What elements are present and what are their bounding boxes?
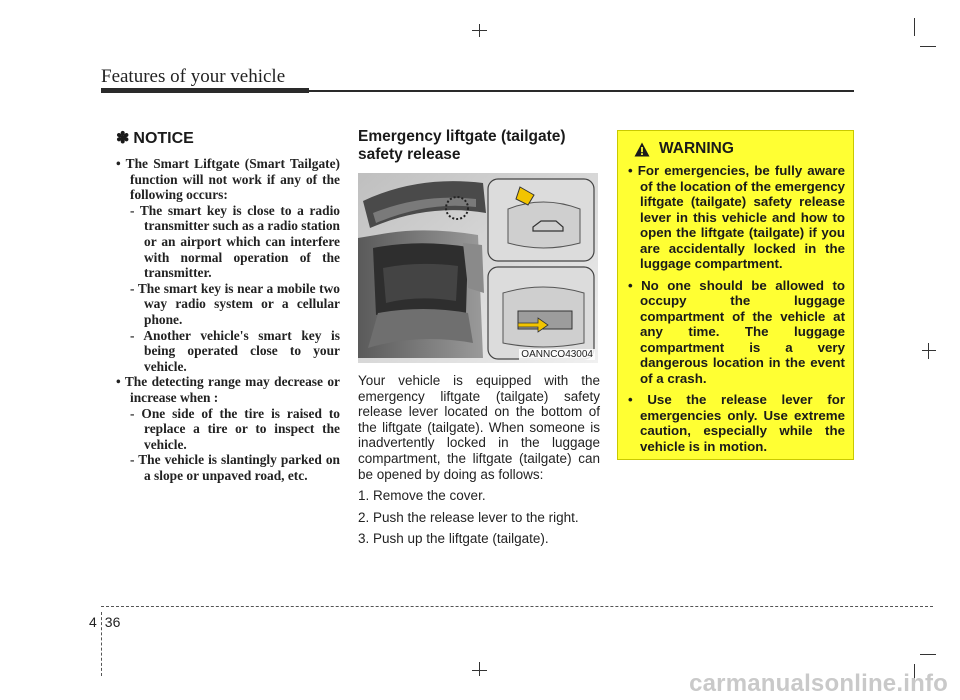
notice-subitem: - The vehicle is slantingly parked on a slope or unpaved road, etc. [130, 452, 340, 483]
footer-rule [101, 606, 933, 607]
liftgate-release-section [358, 128, 600, 547]
liftgate-illustration [358, 173, 598, 363]
notice-section [116, 128, 340, 483]
notice-list [116, 156, 340, 483]
notice-star-icon: ✽ [116, 130, 130, 147]
crop-mark-bottom [479, 662, 480, 676]
step-item: 3. Push up the liftgate (tailgate). [358, 531, 549, 547]
warning-title: WARNING [659, 140, 734, 157]
warning-triangle-icon [634, 142, 650, 157]
chapter-number: 4 [89, 614, 97, 630]
step-item: 1. Remove the cover. [358, 488, 486, 504]
liftgate-illustration-graphic [358, 173, 598, 363]
crop-mark-bottom-right [920, 654, 936, 655]
warning-item: • For emergencies, be fully aware of the location of the emergency liftgate (tailgate) safety release lever in this vehicle and how to open the liftgate (tailgate) if you are accidentally locked in the luggage compartment. [628, 163, 845, 271]
crop-mark-top [472, 30, 487, 31]
notice-title: NOTICE [133, 130, 194, 147]
header-rule-thin [309, 90, 854, 92]
page-number [89, 614, 120, 630]
crop-mark-top-right [920, 46, 936, 47]
notice-heading [116, 128, 340, 148]
warning-heading [634, 140, 845, 158]
notice-item: • The detecting range may decrease or increase when : [116, 374, 340, 405]
watermark: carmanualsonline.info [689, 670, 948, 697]
crop-mark-top-right [914, 18, 915, 36]
crop-mark-bottom [472, 670, 487, 671]
notice-subitem: - Another vehicle's smart key is being operated close to your vehicle. [130, 327, 340, 374]
page-header-title: Features of your vehicle [101, 66, 286, 87]
section-body: Your vehicle is equipped with the emergency liftgate (tailgate) safety release lever located on the bottom of the liftgate (tailgate). When someone is inadvertently locked in the luggage compartment, the liftgate (tailgate) can be opened by doing as follows: [358, 373, 600, 482]
warning-item: • No one should be allowed to occupy the luggage compartment of the vehicle at any time. The luggage compartment is a very dangerous location in the event of a crash. [628, 277, 845, 386]
notice-item: • The Smart Liftgate (Smart Tailgate) function will not work if any of the following occurs: [116, 156, 340, 203]
notice-subitem: - The smart key is near a mobile two way radio system or a cellular phone. [130, 280, 340, 327]
section-title: Emergency liftgate (tailgate) safety release [358, 128, 566, 163]
warning-box [617, 130, 854, 460]
warning-list [628, 163, 845, 454]
header-rule-thick [101, 88, 309, 93]
step-item: 2. Push the release lever to the right. [358, 509, 579, 525]
notice-subitem: - The smart key is close to a radio transmitter such as a radio station or an airport which can interfere with normal operation of the transmitter. [130, 202, 340, 281]
crop-mark-right [922, 350, 936, 351]
figure-caption: OANNCO43004 [521, 349, 593, 360]
page-number-value: 36 [104, 614, 121, 630]
warning-item: • Use the release lever for emergencies only. Use extreme caution, especially while the vehicle is in motion. [628, 392, 845, 454]
crop-mark-right [928, 343, 929, 359]
notice-subitem: - One side of the tire is raised to replace a tire or to inspect the vehicle. [130, 405, 340, 452]
